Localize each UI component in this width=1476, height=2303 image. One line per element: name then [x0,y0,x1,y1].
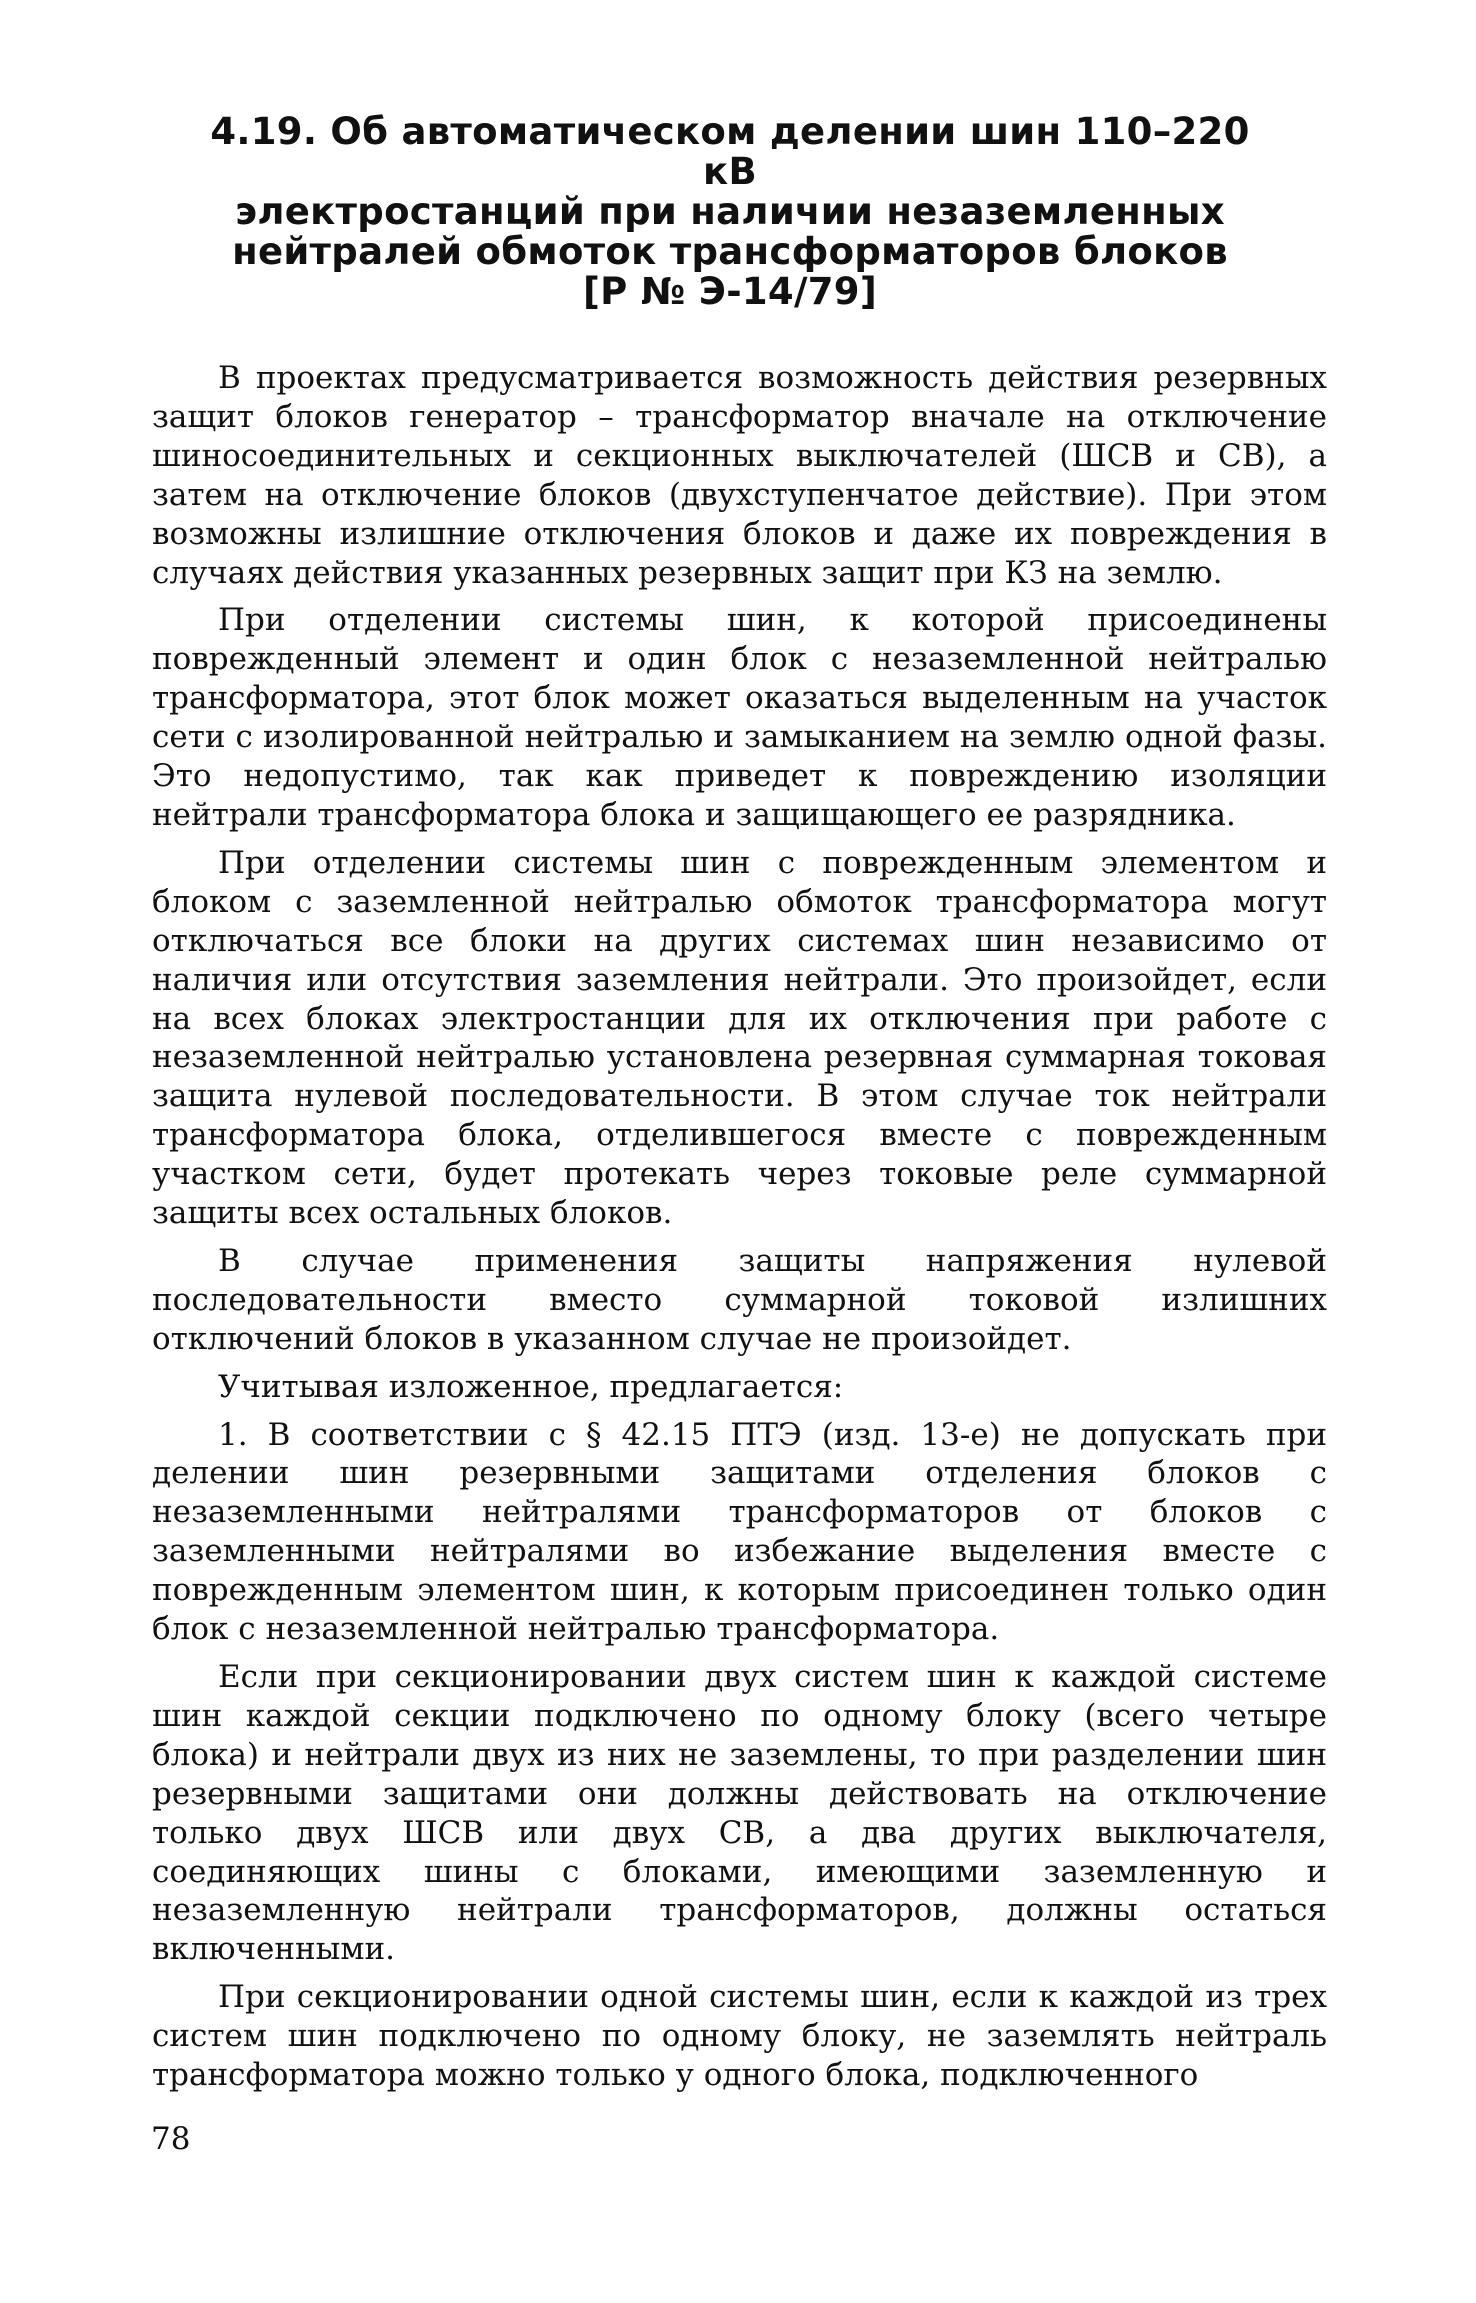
paragraph: В проектах предусматривается возможность действия резервных защит блоков генератор – трансформатор вначале на отключение шиносоединительных и секционных выключателей (ШСВ и СВ), а затем на отключение блоков (двухступенчатое действие). При этом возможны излишние отключения блоков и даже их повреждения в случаях действия указанных резервных защит при КЗ на землю. [152,360,1327,591]
paragraph: Учитывая изложенное, предлагается: [218,1368,844,1405]
heading-line-1: 4.19. Об автоматическом делении шин 110–220 кВ [210,110,1250,193]
paragraph: В случае применения защиты напряжения нулевой последовательности вместо суммарной токовой излишних отключений блоков в указанном случае не произойдет. [152,1242,1327,1357]
paragraph: 1. В соответствии с § 42.15 ПТЭ (изд. 13-е) не допускать при делении шин резервными защитами отделения блоков с незаземленными нейтралями трансформаторов от блоков с заземленными нейтралями во избежание выделения вместе с поврежденным элементом шин, к которым присоединен только один блок с незаземленной нейтралью трансформатора. [152,1416,1327,1648]
body-text [152,359,1327,2095]
paragraph: При отделении системы шин с поврежденным элементом и блоком с заземленной нейтралью обмоток трансформатора могут отключаться все блоки на других системах шин независимо от наличия или отсутствия заземления нейтрали. Это произойдет, если на всех блоках электростанции для их отключения при работе с незаземленной нейтралью установлена резервная суммарная токовая защита нулевой последовательности. В этом случае ток нейтрали трансформатора блока, отделившегося вместе с поврежденным участком сети, будет протекать через токовые реле суммарной защиты всех остальных блоков. [152,844,1327,1232]
heading-line-4: [Р № Э-14/79] [582,270,878,313]
page-number: 78 [151,2121,191,2157]
paragraph: Если при секционировании двух систем шин к каждой системе шин каждой секции подключено по одному блоку (всего четыре блока) и нейтрали двух из них не заземлены, то при разделении шин резервными защитами они должны действовать на отключение только двух ШСВ или двух СВ, а два других выключателя, соединяющих шины с блоками, имеющими заземленную и незаземленную нейтрали трансформаторов, должны остаться включенными. [152,1659,1327,1968]
heading-line-3: нейтралей обмоток трансформаторов блоков [232,230,1228,273]
heading-line-2: электростанций при наличии незаземленных [235,190,1225,233]
paragraph: При отделении системы шин, к которой присоединены поврежденный элемент и один блок с незаземленной нейтралью трансформатора, этот блок может оказаться выделенным на участок сети с изолированной нейтралью и замыканием на землю одной фазы. Это недопустимо, так как приведет к повреждению изоляции нейтрали трансформатора блока и защищающего ее разрядника. [152,602,1327,833]
section-heading [180,112,1280,312]
paragraph: При секционировании одной системы шин, если к каждой из трех систем шин подключено по одному блоку, не заземлять нейтраль трансформатора можно только у одного блока, подключенного [152,1979,1327,2094]
